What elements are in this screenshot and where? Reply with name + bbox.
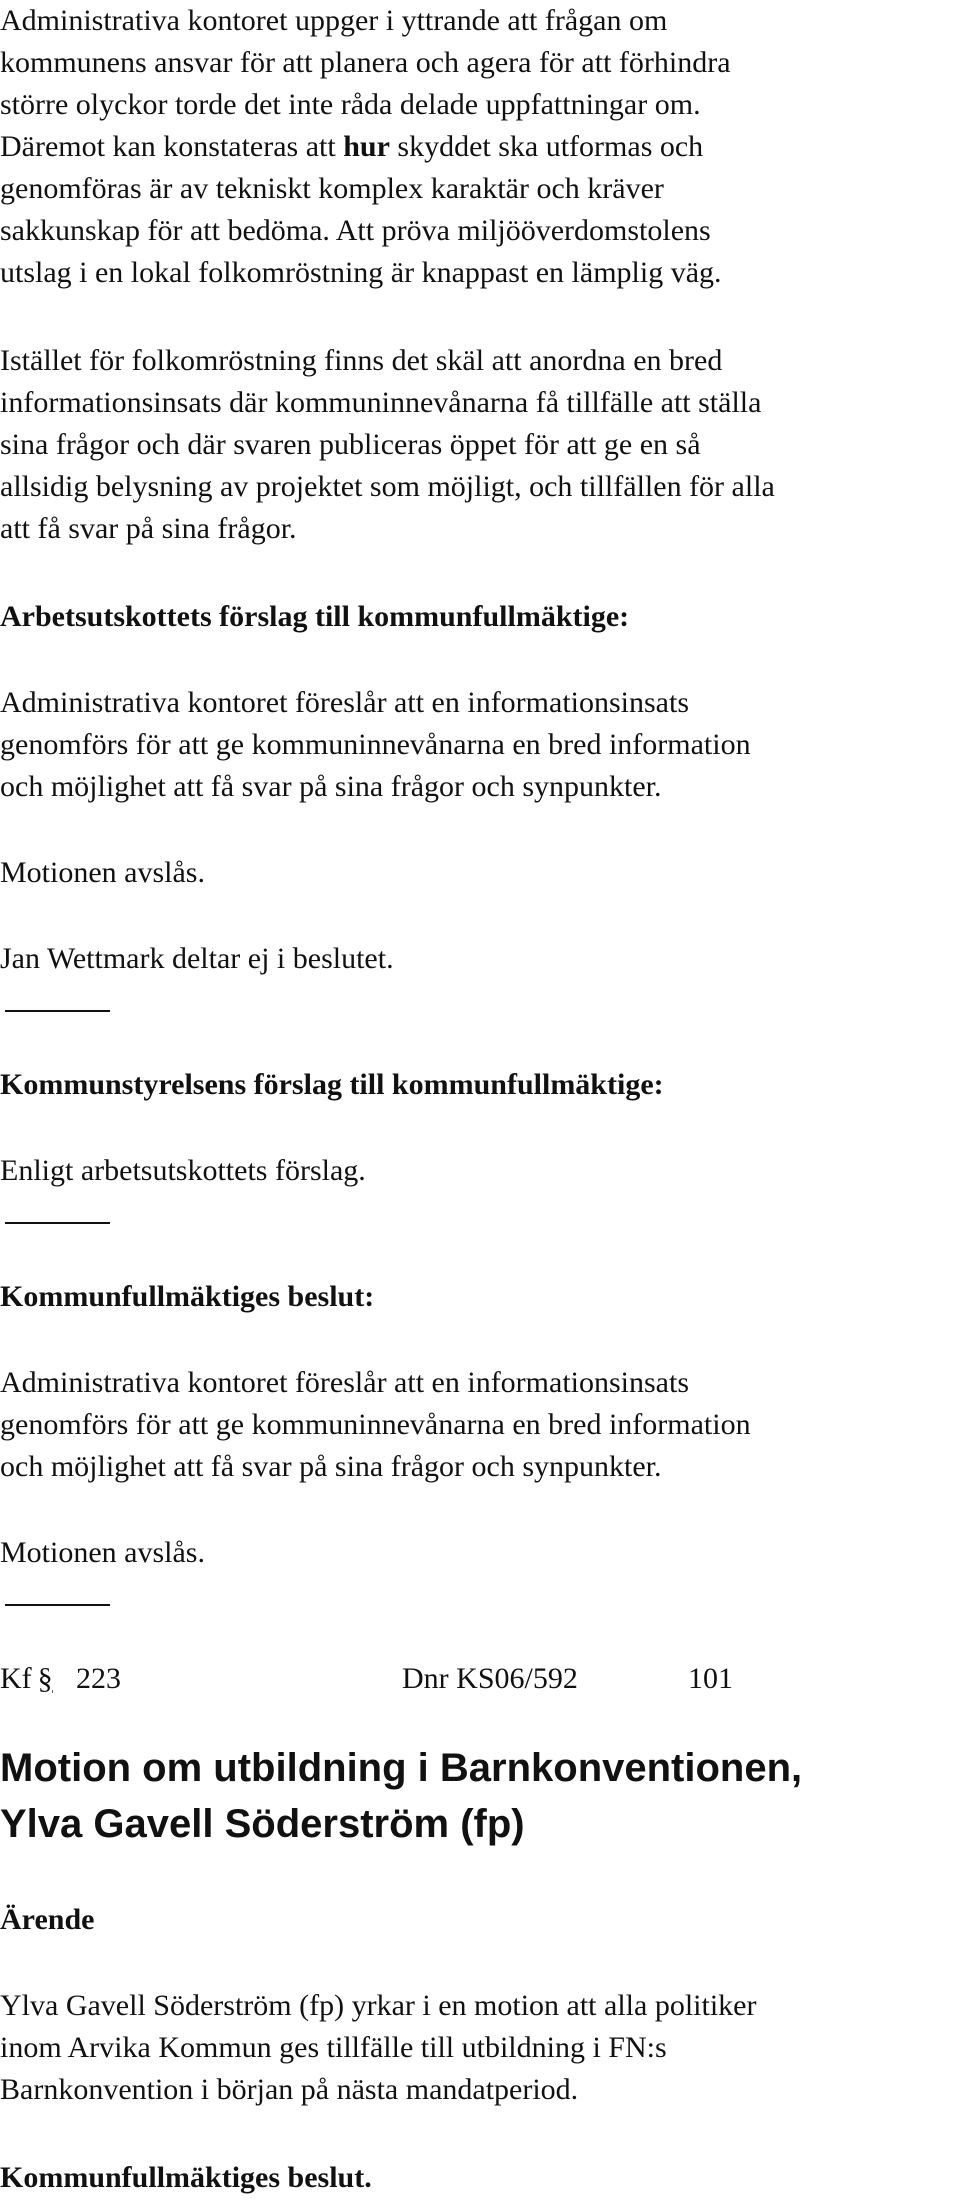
paragraph-1-line-4-after: skyddet ska utformas och (389, 130, 704, 163)
separator-rule-3 (5, 1604, 110, 1606)
case-reference-kf (0, 1658, 53, 1700)
final-decision-heading: Kommunfullmäktiges beslut. (0, 2161, 372, 2194)
paragraph-1-line-7: utslag i en lokal folkomröstning är knappast en lämplig väg. (0, 256, 722, 289)
work-committee-abstention: Jan Wettmark deltar ej i beslutet. (0, 942, 394, 975)
board-heading: Kommunstyrelsens förslag till kommunfullmäktige: (0, 1068, 664, 1101)
paragraph-2-line-1: Istället för folkomröstning finns det skäl att anordna en bred (0, 344, 723, 377)
matter-line-2: inom Arvika Kommun ges tillfälle till utbildning i FN:s (0, 2031, 667, 2064)
motion-title-line-2: Ylva Gavell Söderström (fp) (0, 1802, 525, 1846)
council-decision-line-2: genomförs för att ge kommuninnevånarna en bred information (0, 1408, 751, 1441)
council-decision-line-1: Administrativa kontoret föreslår att en informationsinsats (0, 1366, 690, 1399)
paragraph-1-line-4-before: Däremot kan konstateras att (0, 130, 344, 163)
case-reference-dnr: Dnr KS06/592 (402, 1662, 578, 1695)
motion-title-line-1: Motion om utbildning i Barnkonventionen, (0, 1746, 803, 1790)
paragraph-1-line-4 (0, 126, 703, 168)
work-committee-line-2: genomförs för att ge kommuninnevånarna en bred information (0, 728, 751, 761)
paragraph-2-line-2: informationsinsats där kommuninnevånarna få tillfälle att ställa (0, 386, 762, 419)
matter-line-1: Ylva Gavell Söderström (fp) yrkar i en motion att alla politiker (0, 1989, 757, 2022)
council-decision-motion-rejected: Motionen avslås. (0, 1536, 205, 1569)
kf-label: Kf (0, 1662, 32, 1695)
paragraph-1-line-1: Administrativa kontoret uppger i yttrande att frågan om (0, 4, 668, 37)
work-committee-line-3: och möjlighet att få svar på sina frågor och synpunkter. (0, 770, 662, 803)
matter-line-3: Barnkonvention i början på nästa mandatperiod. (0, 2073, 579, 2106)
council-decision-heading: Kommunfullmäktiges beslut: (0, 1280, 375, 1313)
paragraph-1-line-3: större olyckor torde det inte råda delade uppfattningar om. (0, 88, 701, 121)
case-reference-code: 101 (688, 1662, 733, 1695)
paragraph-2-line-3: sina frågor och där svaren publiceras öppet för att ge en så (0, 428, 701, 461)
emphasis-hur: hur (343, 130, 390, 163)
matter-heading: Ärende (0, 1903, 95, 1936)
work-committee-line-1: Administrativa kontoret föreslår att en informationsinsats (0, 686, 690, 719)
paragraph-2-line-5: att få svar på sina frågor. (0, 512, 297, 545)
section-symbol: § (37, 1662, 53, 1695)
paragraph-1-line-5: genomföras är av tekniskt komplex karaktär och kräver (0, 172, 664, 205)
paragraph-1-line-2: kommunens ansvar för att planera och agera för att förhindra (0, 46, 731, 79)
separator-rule-1 (5, 1010, 110, 1012)
separator-rule-2 (5, 1222, 110, 1224)
council-decision-line-3: och möjlighet att få svar på sina frågor och synpunkter. (0, 1450, 662, 1483)
work-committee-heading: Arbetsutskottets förslag till kommunfullmäktige: (0, 600, 630, 633)
case-reference-paragraph-number: 223 (76, 1662, 121, 1695)
paragraph-2-line-4: allsidig belysning av projektet som möjligt, och tillfällen för alla (0, 470, 775, 503)
work-committee-motion-rejected: Motionen avslås. (0, 856, 205, 889)
paragraph-1-line-6: sakkunskap för att bedöma. Att pröva miljööverdomstolens (0, 214, 711, 247)
board-text: Enligt arbetsutskottets förslag. (0, 1154, 366, 1187)
